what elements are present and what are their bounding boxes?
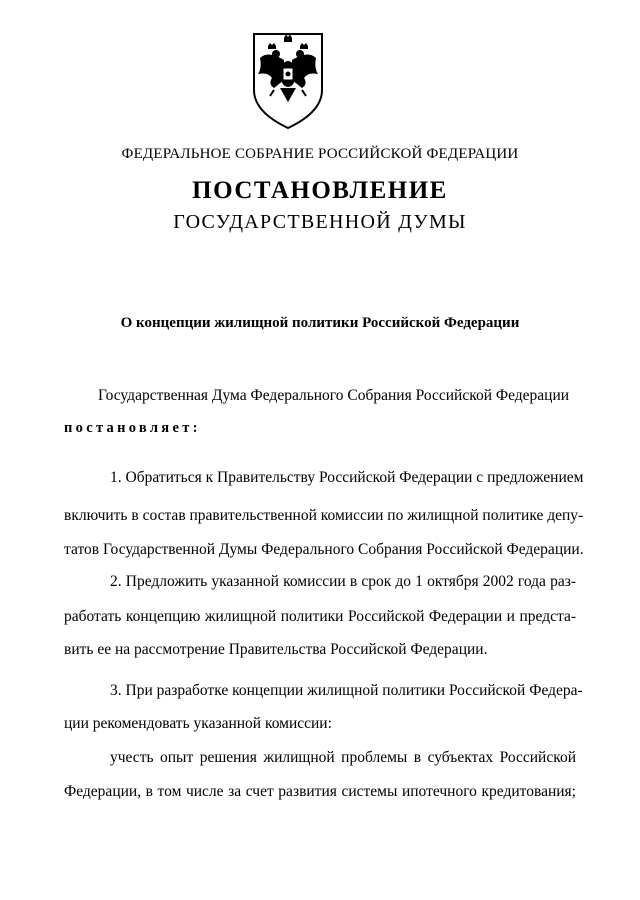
paragraph-1-line-3: татов Государственной Думы Федерального Собрания Российской Федерации. — [64, 541, 584, 558]
document-subject: О концепции жилищной политики Российской Федерации — [120, 315, 520, 331]
paragraph-2-line-2: работать концепцию жилищной политики Российской Федерации и предста- — [64, 608, 576, 625]
document-type-title: ПОСТАНОВЛЕНИЕ — [192, 177, 448, 204]
issuer-subtitle: ГОСУДАРСТВЕННОЙ ДУМЫ — [173, 211, 467, 233]
paragraph-1-line-2: включить в состав правительственной комиссии по жилищной политике депу- — [64, 507, 584, 524]
paragraph-3-line-1: 3. При разработке концепции жилищной политики Российской Федера- — [110, 682, 583, 699]
preamble-line: Государственная Дума Федерального Собрания Российской Федерации — [98, 387, 570, 404]
paragraph-4-line-1: учесть опыт решения жилищной проблемы в субъектах Российской — [110, 749, 576, 766]
paragraph-2-line-1: 2. Предложить указанной комиссии в срок до 1 октября 2002 года раз- — [110, 573, 576, 590]
paragraph-1-line-1: 1. Обратиться к Правительству Российской Федерации с предложением — [110, 469, 584, 486]
organization-header: ФЕДЕРАЛЬНОЕ СОБРАНИЕ РОССИЙСКОЙ ФЕДЕРАЦИИ — [121, 146, 519, 162]
decree-word: постановляет: — [64, 420, 201, 436]
coat-of-arms-emblem — [246, 28, 330, 132]
paragraph-2-line-3: вить ее на рассмотрение Правительства Российской Федерации. — [64, 641, 488, 658]
paragraph-4-line-2: Федерации, в том числе за счет развития системы ипотечного кредитования; — [64, 783, 576, 800]
paragraph-3-line-2: ции рекомендовать указанной комиссии: — [64, 715, 332, 732]
